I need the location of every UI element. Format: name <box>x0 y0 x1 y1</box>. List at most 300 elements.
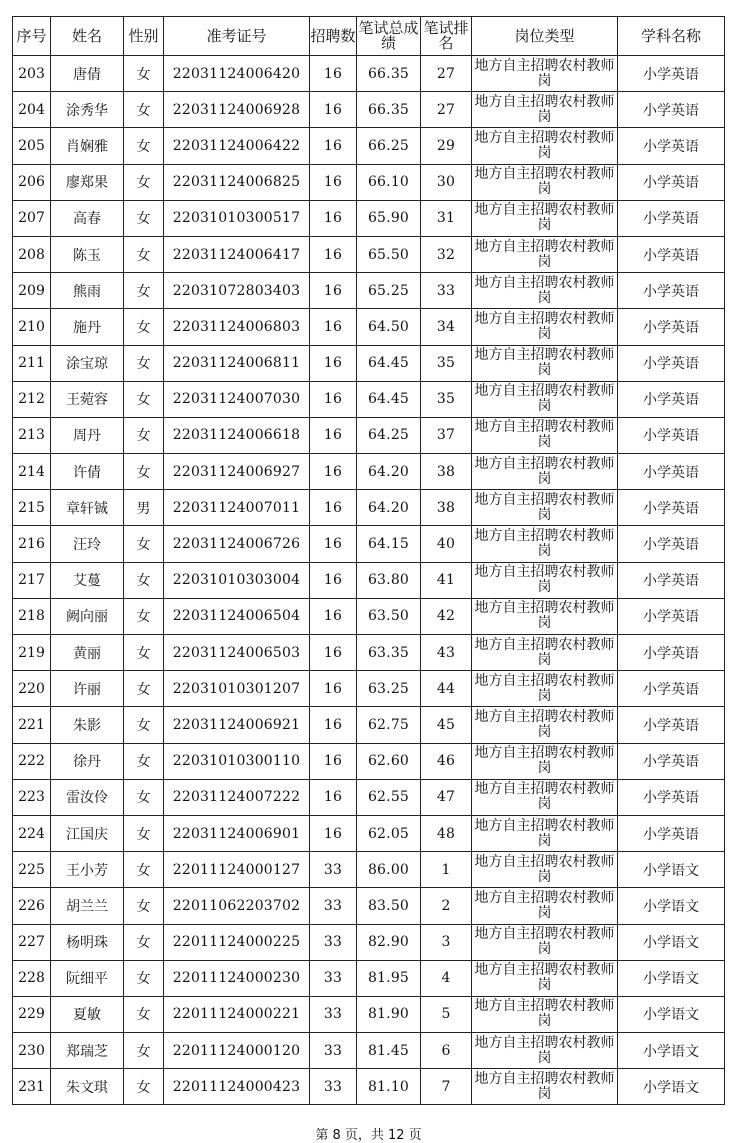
cell-quota: 16 <box>310 56 357 92</box>
cell-subject: 小学英语 <box>618 454 725 490</box>
cell-name: 艾蔓 <box>51 562 124 598</box>
cell-rank: 38 <box>421 490 472 526</box>
cell-post-type: 地方自主招聘农村教师岗 <box>472 273 618 309</box>
cell-serial: 206 <box>13 164 51 200</box>
cell-sex: 女 <box>124 888 164 924</box>
cell-score: 62.55 <box>357 779 421 815</box>
cell-quota: 16 <box>310 164 357 200</box>
cell-exam-id: 22031124006921 <box>164 707 310 743</box>
cell-post-type: 地方自主招聘农村教师岗 <box>472 924 618 960</box>
cell-exam-id: 22031010300517 <box>164 200 310 236</box>
cell-serial: 220 <box>13 671 51 707</box>
cell-post-type: 地方自主招聘农村教师岗 <box>472 128 618 164</box>
cell-subject: 小学英语 <box>618 236 725 272</box>
cell-exam-id: 22011124000221 <box>164 996 310 1032</box>
cell-serial: 215 <box>13 490 51 526</box>
table-row <box>13 164 725 200</box>
cell-subject: 小学英语 <box>618 345 725 381</box>
table-row <box>13 924 725 960</box>
cell-quota: 33 <box>310 888 357 924</box>
cell-score: 64.15 <box>357 526 421 562</box>
cell-sex: 女 <box>124 92 164 128</box>
cell-score: 65.90 <box>357 200 421 236</box>
cell-subject: 小学语文 <box>618 1033 725 1069</box>
cell-score: 65.25 <box>357 273 421 309</box>
cell-quota: 16 <box>310 490 357 526</box>
cell-subject: 小学语文 <box>618 996 725 1032</box>
cell-quota: 16 <box>310 381 357 417</box>
header-row <box>13 17 725 56</box>
cell-rank: 31 <box>421 200 472 236</box>
cell-name: 郑瑞芝 <box>51 1033 124 1069</box>
cell-score: 63.50 <box>357 598 421 634</box>
cell-score: 63.25 <box>357 671 421 707</box>
cell-serial: 209 <box>13 273 51 309</box>
table-row <box>13 273 725 309</box>
cell-exam-id: 22031124006803 <box>164 309 310 345</box>
cell-sex: 女 <box>124 345 164 381</box>
cell-subject: 小学英语 <box>618 526 725 562</box>
table-row <box>13 562 725 598</box>
header-score: 笔试总成绩 <box>357 17 421 56</box>
cell-serial: 207 <box>13 200 51 236</box>
cell-name: 阙向丽 <box>51 598 124 634</box>
cell-score: 81.45 <box>357 1033 421 1069</box>
cell-name: 熊雨 <box>51 273 124 309</box>
cell-score: 82.90 <box>357 924 421 960</box>
results-table <box>12 16 725 1105</box>
cell-post-type: 地方自主招聘农村教师岗 <box>472 671 618 707</box>
cell-sex: 女 <box>124 454 164 490</box>
cell-quota: 16 <box>310 562 357 598</box>
cell-rank: 5 <box>421 996 472 1032</box>
cell-post-type: 地方自主招聘农村教师岗 <box>472 996 618 1032</box>
cell-exam-id: 22011062203702 <box>164 888 310 924</box>
cell-quota: 16 <box>310 526 357 562</box>
table-row <box>13 1069 725 1105</box>
cell-rank: 34 <box>421 309 472 345</box>
cell-name: 高春 <box>51 200 124 236</box>
cell-name: 廖郑果 <box>51 164 124 200</box>
cell-name: 许丽 <box>51 671 124 707</box>
header-rank: 笔试排名 <box>421 17 472 56</box>
cell-subject: 小学英语 <box>618 164 725 200</box>
cell-post-type: 地方自主招聘农村教师岗 <box>472 490 618 526</box>
cell-rank: 33 <box>421 273 472 309</box>
cell-exam-id: 22031124006504 <box>164 598 310 634</box>
cell-name: 周丹 <box>51 417 124 453</box>
cell-serial: 212 <box>13 381 51 417</box>
cell-subject: 小学英语 <box>618 743 725 779</box>
cell-score: 66.10 <box>357 164 421 200</box>
cell-serial: 213 <box>13 417 51 453</box>
cell-exam-id: 22031124006927 <box>164 454 310 490</box>
cell-quota: 33 <box>310 924 357 960</box>
cell-exam-id: 22011124000127 <box>164 852 310 888</box>
cell-sex: 女 <box>124 562 164 598</box>
cell-sex: 女 <box>124 671 164 707</box>
cell-exam-id: 22011124000230 <box>164 960 310 996</box>
cell-quota: 33 <box>310 996 357 1032</box>
header-quota: 招聘数 <box>310 17 357 56</box>
cell-rank: 45 <box>421 707 472 743</box>
cell-quota: 16 <box>310 345 357 381</box>
cell-serial: 229 <box>13 996 51 1032</box>
cell-name: 阮细平 <box>51 960 124 996</box>
cell-subject: 小学英语 <box>618 707 725 743</box>
table-row <box>13 128 725 164</box>
cell-exam-id: 22031124006825 <box>164 164 310 200</box>
cell-rank: 38 <box>421 454 472 490</box>
cell-post-type: 地方自主招聘农村教师岗 <box>472 309 618 345</box>
table-row <box>13 56 725 92</box>
table-row <box>13 526 725 562</box>
cell-exam-id: 22031010300110 <box>164 743 310 779</box>
cell-subject: 小学语文 <box>618 852 725 888</box>
cell-subject: 小学英语 <box>618 92 725 128</box>
cell-quota: 16 <box>310 815 357 851</box>
table-row <box>13 309 725 345</box>
cell-name: 肖娴雅 <box>51 128 124 164</box>
cell-rank: 6 <box>421 1033 472 1069</box>
cell-score: 64.45 <box>357 345 421 381</box>
table-row <box>13 707 725 743</box>
cell-quota: 16 <box>310 454 357 490</box>
cell-rank: 29 <box>421 128 472 164</box>
cell-serial: 224 <box>13 815 51 851</box>
cell-name: 雷汝伶 <box>51 779 124 815</box>
table-row <box>13 598 725 634</box>
cell-score: 81.90 <box>357 996 421 1032</box>
cell-sex: 女 <box>124 815 164 851</box>
cell-post-type: 地方自主招聘农村教师岗 <box>472 345 618 381</box>
cell-subject: 小学语文 <box>618 888 725 924</box>
cell-name: 黄丽 <box>51 635 124 671</box>
cell-sex: 女 <box>124 128 164 164</box>
cell-post-type: 地方自主招聘农村教师岗 <box>472 381 618 417</box>
cell-quota: 16 <box>310 635 357 671</box>
cell-quota: 16 <box>310 743 357 779</box>
cell-rank: 40 <box>421 526 472 562</box>
table-row <box>13 490 725 526</box>
cell-subject: 小学语文 <box>618 1069 725 1105</box>
cell-sex: 女 <box>124 164 164 200</box>
cell-name: 涂秀华 <box>51 92 124 128</box>
cell-sex: 男 <box>124 490 164 526</box>
cell-serial: 205 <box>13 128 51 164</box>
cell-exam-id: 22031124007011 <box>164 490 310 526</box>
cell-serial: 225 <box>13 852 51 888</box>
cell-sex: 女 <box>124 1069 164 1105</box>
cell-score: 62.75 <box>357 707 421 743</box>
cell-post-type: 地方自主招聘农村教师岗 <box>472 707 618 743</box>
cell-rank: 32 <box>421 236 472 272</box>
table-row <box>13 852 725 888</box>
cell-sex: 女 <box>124 743 164 779</box>
cell-post-type: 地方自主招聘农村教师岗 <box>472 852 618 888</box>
cell-rank: 4 <box>421 960 472 996</box>
cell-quota: 16 <box>310 779 357 815</box>
cell-rank: 48 <box>421 815 472 851</box>
cell-subject: 小学英语 <box>618 381 725 417</box>
cell-serial: 222 <box>13 743 51 779</box>
cell-exam-id: 22031124006618 <box>164 417 310 453</box>
cell-quota: 33 <box>310 1033 357 1069</box>
cell-exam-id: 22031010301207 <box>164 671 310 707</box>
cell-serial: 219 <box>13 635 51 671</box>
cell-sex: 女 <box>124 417 164 453</box>
cell-subject: 小学英语 <box>618 309 725 345</box>
cell-sex: 女 <box>124 56 164 92</box>
cell-exam-id: 22031124007222 <box>164 779 310 815</box>
cell-subject: 小学语文 <box>618 924 725 960</box>
cell-sex: 女 <box>124 273 164 309</box>
cell-sex: 女 <box>124 309 164 345</box>
cell-score: 65.50 <box>357 236 421 272</box>
cell-score: 64.45 <box>357 381 421 417</box>
cell-quota: 16 <box>310 671 357 707</box>
cell-name: 陈玉 <box>51 236 124 272</box>
cell-quota: 16 <box>310 200 357 236</box>
cell-rank: 30 <box>421 164 472 200</box>
cell-name: 许倩 <box>51 454 124 490</box>
cell-sex: 女 <box>124 635 164 671</box>
cell-post-type: 地方自主招聘农村教师岗 <box>472 562 618 598</box>
table-row <box>13 960 725 996</box>
cell-quota: 33 <box>310 960 357 996</box>
cell-exam-id: 22011124000423 <box>164 1069 310 1105</box>
cell-quota: 16 <box>310 273 357 309</box>
cell-rank: 7 <box>421 1069 472 1105</box>
cell-name: 江国庆 <box>51 815 124 851</box>
cell-subject: 小学语文 <box>618 960 725 996</box>
cell-subject: 小学英语 <box>618 779 725 815</box>
cell-post-type: 地方自主招聘农村教师岗 <box>472 200 618 236</box>
table-row <box>13 996 725 1032</box>
cell-score: 83.50 <box>357 888 421 924</box>
cell-quota: 16 <box>310 417 357 453</box>
cell-score: 62.60 <box>357 743 421 779</box>
cell-rank: 3 <box>421 924 472 960</box>
table-row <box>13 381 725 417</box>
cell-post-type: 地方自主招聘农村教师岗 <box>472 56 618 92</box>
cell-sex: 女 <box>124 996 164 1032</box>
cell-exam-id: 22031124006928 <box>164 92 310 128</box>
cell-sex: 女 <box>124 960 164 996</box>
cell-name: 胡兰兰 <box>51 888 124 924</box>
cell-rank: 35 <box>421 345 472 381</box>
cell-exam-id: 22031124006422 <box>164 128 310 164</box>
cell-rank: 2 <box>421 888 472 924</box>
table-row <box>13 743 725 779</box>
cell-serial: 203 <box>13 56 51 92</box>
cell-rank: 47 <box>421 779 472 815</box>
cell-post-type: 地方自主招聘农村教师岗 <box>472 1033 618 1069</box>
cell-rank: 46 <box>421 743 472 779</box>
cell-name: 夏敏 <box>51 996 124 1032</box>
cell-rank: 42 <box>421 598 472 634</box>
cell-sex: 女 <box>124 852 164 888</box>
cell-quota: 33 <box>310 852 357 888</box>
cell-name: 杨明珠 <box>51 924 124 960</box>
cell-serial: 218 <box>13 598 51 634</box>
cell-name: 涂宝琼 <box>51 345 124 381</box>
cell-sex: 女 <box>124 381 164 417</box>
cell-sex: 女 <box>124 200 164 236</box>
cell-serial: 208 <box>13 236 51 272</box>
cell-subject: 小学英语 <box>618 200 725 236</box>
cell-name: 施丹 <box>51 309 124 345</box>
cell-score: 64.25 <box>357 417 421 453</box>
cell-subject: 小学英语 <box>618 562 725 598</box>
header-exam-id: 准考证号 <box>164 17 310 56</box>
header-subject: 学科名称 <box>618 17 725 56</box>
table-row <box>13 815 725 851</box>
table-row <box>13 92 725 128</box>
cell-exam-id: 22011124000120 <box>164 1033 310 1069</box>
cell-quota: 16 <box>310 236 357 272</box>
table-row <box>13 1033 725 1069</box>
cell-name: 王小芳 <box>51 852 124 888</box>
cell-score: 66.25 <box>357 128 421 164</box>
cell-quota: 16 <box>310 598 357 634</box>
cell-quota: 16 <box>310 128 357 164</box>
cell-serial: 228 <box>13 960 51 996</box>
cell-serial: 210 <box>13 309 51 345</box>
cell-name: 章轩铖 <box>51 490 124 526</box>
cell-score: 64.50 <box>357 309 421 345</box>
cell-serial: 226 <box>13 888 51 924</box>
cell-sex: 女 <box>124 779 164 815</box>
cell-name: 徐丹 <box>51 743 124 779</box>
cell-serial: 216 <box>13 526 51 562</box>
cell-serial: 214 <box>13 454 51 490</box>
cell-exam-id: 22031124006901 <box>164 815 310 851</box>
cell-sex: 女 <box>124 526 164 562</box>
cell-post-type: 地方自主招聘农村教师岗 <box>472 635 618 671</box>
cell-score: 63.35 <box>357 635 421 671</box>
table-row <box>13 200 725 236</box>
cell-name: 唐倩 <box>51 56 124 92</box>
table-row <box>13 888 725 924</box>
cell-exam-id: 22011124000225 <box>164 924 310 960</box>
cell-post-type: 地方自主招聘农村教师岗 <box>472 92 618 128</box>
table-row <box>13 454 725 490</box>
cell-quota: 16 <box>310 92 357 128</box>
cell-serial: 231 <box>13 1069 51 1105</box>
cell-name: 王菀容 <box>51 381 124 417</box>
table-row <box>13 345 725 381</box>
cell-score: 64.20 <box>357 490 421 526</box>
cell-subject: 小学英语 <box>618 635 725 671</box>
cell-serial: 204 <box>13 92 51 128</box>
cell-exam-id: 22031124006503 <box>164 635 310 671</box>
cell-subject: 小学英语 <box>618 56 725 92</box>
cell-subject: 小学英语 <box>618 273 725 309</box>
cell-exam-id: 22031124006420 <box>164 56 310 92</box>
header-sex: 性别 <box>124 17 164 56</box>
cell-subject: 小学英语 <box>618 490 725 526</box>
cell-quota: 16 <box>310 707 357 743</box>
cell-score: 81.10 <box>357 1069 421 1105</box>
table-body <box>13 56 725 1105</box>
cell-rank: 35 <box>421 381 472 417</box>
cell-name: 朱文琪 <box>51 1069 124 1105</box>
table-row <box>13 635 725 671</box>
cell-sex: 女 <box>124 236 164 272</box>
cell-score: 63.80 <box>357 562 421 598</box>
cell-score: 66.35 <box>357 56 421 92</box>
cell-sex: 女 <box>124 707 164 743</box>
cell-rank: 27 <box>421 92 472 128</box>
cell-sex: 女 <box>124 924 164 960</box>
cell-subject: 小学英语 <box>618 598 725 634</box>
cell-post-type: 地方自主招聘农村教师岗 <box>472 417 618 453</box>
cell-score: 66.35 <box>357 92 421 128</box>
table-row <box>13 236 725 272</box>
header-name: 姓名 <box>51 17 124 56</box>
cell-subject: 小学英语 <box>618 671 725 707</box>
cell-exam-id: 22031124007030 <box>164 381 310 417</box>
cell-rank: 43 <box>421 635 472 671</box>
cell-serial: 221 <box>13 707 51 743</box>
cell-rank: 1 <box>421 852 472 888</box>
cell-subject: 小学英语 <box>618 815 725 851</box>
cell-serial: 223 <box>13 779 51 815</box>
header-post-type: 岗位类型 <box>472 17 618 56</box>
cell-post-type: 地方自主招聘农村教师岗 <box>472 236 618 272</box>
cell-subject: 小学英语 <box>618 417 725 453</box>
cell-rank: 27 <box>421 56 472 92</box>
cell-post-type: 地方自主招聘农村教师岗 <box>472 598 618 634</box>
cell-score: 62.05 <box>357 815 421 851</box>
cell-rank: 44 <box>421 671 472 707</box>
cell-exam-id: 22031010303004 <box>164 562 310 598</box>
cell-post-type: 地方自主招聘农村教师岗 <box>472 1069 618 1105</box>
cell-post-type: 地方自主招聘农村教师岗 <box>472 743 618 779</box>
table-row <box>13 779 725 815</box>
cell-exam-id: 22031072803403 <box>164 273 310 309</box>
table-row <box>13 417 725 453</box>
cell-score: 81.95 <box>357 960 421 996</box>
cell-exam-id: 22031124006811 <box>164 345 310 381</box>
cell-post-type: 地方自主招聘农村教师岗 <box>472 888 618 924</box>
cell-exam-id: 22031124006726 <box>164 526 310 562</box>
cell-name: 朱影 <box>51 707 124 743</box>
page-footer: 第 8 页，共 12 页 <box>315 1128 422 1143</box>
cell-rank: 37 <box>421 417 472 453</box>
cell-serial: 211 <box>13 345 51 381</box>
cell-serial: 217 <box>13 562 51 598</box>
cell-serial: 227 <box>13 924 51 960</box>
cell-post-type: 地方自主招聘农村教师岗 <box>472 815 618 851</box>
cell-name: 汪玲 <box>51 526 124 562</box>
header-serial: 序号 <box>13 17 51 56</box>
cell-exam-id: 22031124006417 <box>164 236 310 272</box>
cell-post-type: 地方自主招聘农村教师岗 <box>472 454 618 490</box>
cell-post-type: 地方自主招聘农村教师岗 <box>472 779 618 815</box>
cell-quota: 16 <box>310 309 357 345</box>
table-row <box>13 671 725 707</box>
cell-post-type: 地方自主招聘农村教师岗 <box>472 960 618 996</box>
cell-sex: 女 <box>124 598 164 634</box>
cell-score: 86.00 <box>357 852 421 888</box>
cell-post-type: 地方自主招聘农村教师岗 <box>472 526 618 562</box>
cell-rank: 41 <box>421 562 472 598</box>
cell-post-type: 地方自主招聘农村教师岗 <box>472 164 618 200</box>
cell-score: 64.20 <box>357 454 421 490</box>
cell-quota: 33 <box>310 1069 357 1105</box>
